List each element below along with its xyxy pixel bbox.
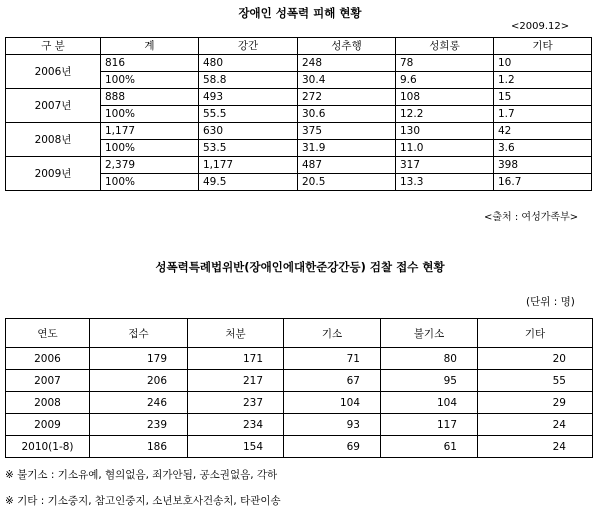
received-cell: 246 [90, 392, 188, 414]
table-row [6, 89, 592, 106]
percent-cell: 16.7 [494, 174, 592, 191]
count-cell: 78 [396, 55, 494, 72]
percent-cell: 3.6 [494, 140, 592, 157]
header-other: 기타 [478, 319, 593, 348]
count-cell: 1,177 [101, 123, 199, 140]
disposed-cell: 154 [188, 436, 284, 458]
percent-cell: 1.2 [494, 72, 592, 89]
header-disposed: 처분 [188, 319, 284, 348]
table-row [6, 436, 593, 458]
count-cell: 2,379 [101, 157, 199, 174]
count-cell: 480 [199, 55, 298, 72]
disposed-cell: 234 [188, 414, 284, 436]
header-indicted: 기소 [284, 319, 381, 348]
table-row [6, 123, 592, 140]
received-cell: 239 [90, 414, 188, 436]
percent-cell: 1.7 [494, 106, 592, 123]
table2-title: 성폭력특례법위반(장애인에대한준강간등) 검찰 접수 현황 [155, 260, 445, 274]
footnote-other: ※ 기타 : 기소중지, 참고인중지, 소년보호사건송치, 타관이송 [5, 495, 281, 507]
percent-cell: 20.5 [298, 174, 396, 191]
percent-cell: 31.9 [298, 140, 396, 157]
other-cell: 20 [478, 348, 593, 370]
other-cell: 24 [478, 414, 593, 436]
percent-cell: 55.5 [199, 106, 298, 123]
count-cell: 493 [199, 89, 298, 106]
percent-cell: 11.0 [396, 140, 494, 157]
indicted-cell: 69 [284, 436, 381, 458]
not-indicted-cell: 104 [381, 392, 478, 414]
indicted-cell: 104 [284, 392, 381, 414]
header-total: 계 [101, 38, 199, 55]
not-indicted-cell: 80 [381, 348, 478, 370]
table-row [6, 414, 593, 436]
table-row [6, 370, 593, 392]
percent-cell: 12.2 [396, 106, 494, 123]
percent-cell: 100% [101, 140, 199, 157]
percent-cell: 53.5 [199, 140, 298, 157]
year-cell: 2008년 [6, 123, 101, 157]
indicted-cell: 71 [284, 348, 381, 370]
unit-note: (단위 : 명) [526, 296, 575, 308]
disposed-cell: 171 [188, 348, 284, 370]
victim-status-table [5, 37, 592, 191]
table-row [6, 348, 593, 370]
year-cell: 2009년 [6, 157, 101, 191]
percent-cell: 100% [101, 174, 199, 191]
table-row [6, 55, 592, 72]
year-cell: 2007년 [6, 89, 101, 123]
other-cell: 29 [478, 392, 593, 414]
percent-cell: 100% [101, 72, 199, 89]
not-indicted-cell: 95 [381, 370, 478, 392]
received-cell: 206 [90, 370, 188, 392]
indicted-cell: 93 [284, 414, 381, 436]
year-cell: 2010(1-8) [6, 436, 90, 458]
header-year: 연도 [6, 319, 90, 348]
table-header-row [6, 38, 592, 55]
table-header-row [6, 319, 593, 348]
not-indicted-cell: 61 [381, 436, 478, 458]
count-cell: 317 [396, 157, 494, 174]
other-cell: 24 [478, 436, 593, 458]
percent-cell: 30.6 [298, 106, 396, 123]
header-not-indicted: 불기소 [381, 319, 478, 348]
count-cell: 130 [396, 123, 494, 140]
footnote-not-indicted: ※ 불기소 : 기소유예, 혐의없음, 죄가안됨, 공소권없음, 각하 [5, 469, 278, 481]
count-cell: 398 [494, 157, 592, 174]
received-cell: 179 [90, 348, 188, 370]
year-cell: 2008 [6, 392, 90, 414]
other-cell: 55 [478, 370, 593, 392]
year-cell: 2009 [6, 414, 90, 436]
disposed-cell: 217 [188, 370, 284, 392]
percent-cell: 30.4 [298, 72, 396, 89]
count-cell: 1,177 [199, 157, 298, 174]
count-cell: 630 [199, 123, 298, 140]
table-row [6, 157, 592, 174]
count-cell: 10 [494, 55, 592, 72]
percent-cell: 58.8 [199, 72, 298, 89]
prosecution-table [5, 318, 593, 458]
count-cell: 42 [494, 123, 592, 140]
count-cell: 375 [298, 123, 396, 140]
header-sexual-assault: 성추행 [298, 38, 396, 55]
year-cell: 2007 [6, 370, 90, 392]
header-category: 구 분 [6, 38, 101, 55]
count-cell: 816 [101, 55, 199, 72]
count-cell: 272 [298, 89, 396, 106]
date-note: <2009.12> [511, 21, 570, 32]
disposed-cell: 237 [188, 392, 284, 414]
table-row [6, 392, 593, 414]
count-cell: 248 [298, 55, 396, 72]
percent-cell: 13.3 [396, 174, 494, 191]
indicted-cell: 67 [284, 370, 381, 392]
year-cell: 2006 [6, 348, 90, 370]
header-received: 접수 [90, 319, 188, 348]
count-cell: 108 [396, 89, 494, 106]
source-note: <출처 : 여성가족부> [484, 212, 579, 223]
header-rape: 강간 [199, 38, 298, 55]
percent-cell: 9.6 [396, 72, 494, 89]
year-cell: 2006년 [6, 55, 101, 89]
percent-cell: 100% [101, 106, 199, 123]
count-cell: 15 [494, 89, 592, 106]
header-sexual-harassment: 성희롱 [396, 38, 494, 55]
table1-title: 장애인 성폭력 피해 현황 [238, 6, 362, 20]
percent-cell: 49.5 [199, 174, 298, 191]
count-cell: 888 [101, 89, 199, 106]
received-cell: 186 [90, 436, 188, 458]
header-other: 기타 [494, 38, 592, 55]
not-indicted-cell: 117 [381, 414, 478, 436]
count-cell: 487 [298, 157, 396, 174]
